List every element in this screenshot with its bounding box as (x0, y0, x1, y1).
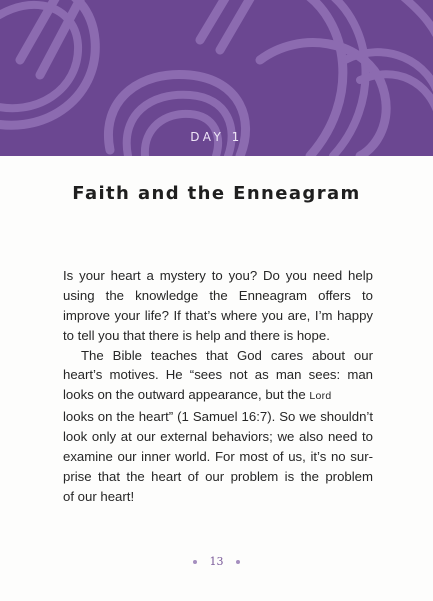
paragraph-2-line-5: look only at our external behaviors; we also need to (63, 429, 373, 445)
body-text (63, 266, 373, 507)
quote-text: looks on the outward appearance, but the (63, 387, 310, 403)
paragraph-1-line-4: to tell you that there is help and there is hope. (63, 327, 330, 343)
paragraph-2-line-7: prise that the heart of our problem is the problem (63, 468, 373, 484)
footer-dot-left-icon (193, 560, 197, 564)
chapter-title: Faith and the Enneagram (72, 183, 361, 204)
lord-small-caps: Lord (309, 390, 332, 403)
day-label: DAY 1 (190, 130, 243, 144)
paragraph-2-line-6: examine our inner world. For most of us, it’s no sur- (63, 449, 373, 465)
paragraph-2-line-8: of our heart! (63, 488, 135, 504)
footer-dot-right-icon (236, 560, 240, 564)
paragraph-1-line-2: using the knowledge the Enneagram offers to (63, 287, 373, 303)
page-footer (0, 555, 433, 568)
paragraph-2-line-4: looks on the heart” (1 Samuel 16:7). So we shouldn’t (63, 409, 373, 425)
page-number: 13 (209, 555, 224, 568)
paragraph-1-line-3: improve your life? If that’s where you are, I’m happy (63, 307, 373, 323)
paragraph-2-line-1: The Bible teaches that God cares about our (81, 347, 373, 363)
paragraph-1-line-1: Is your heart a mystery to you? Do you need help (63, 268, 373, 283)
paragraph-2-line-3 (63, 385, 373, 407)
paragraph-2-line-2: heart’s motives. He “sees not as man sees: man (63, 367, 373, 383)
chapter-banner (0, 0, 433, 156)
